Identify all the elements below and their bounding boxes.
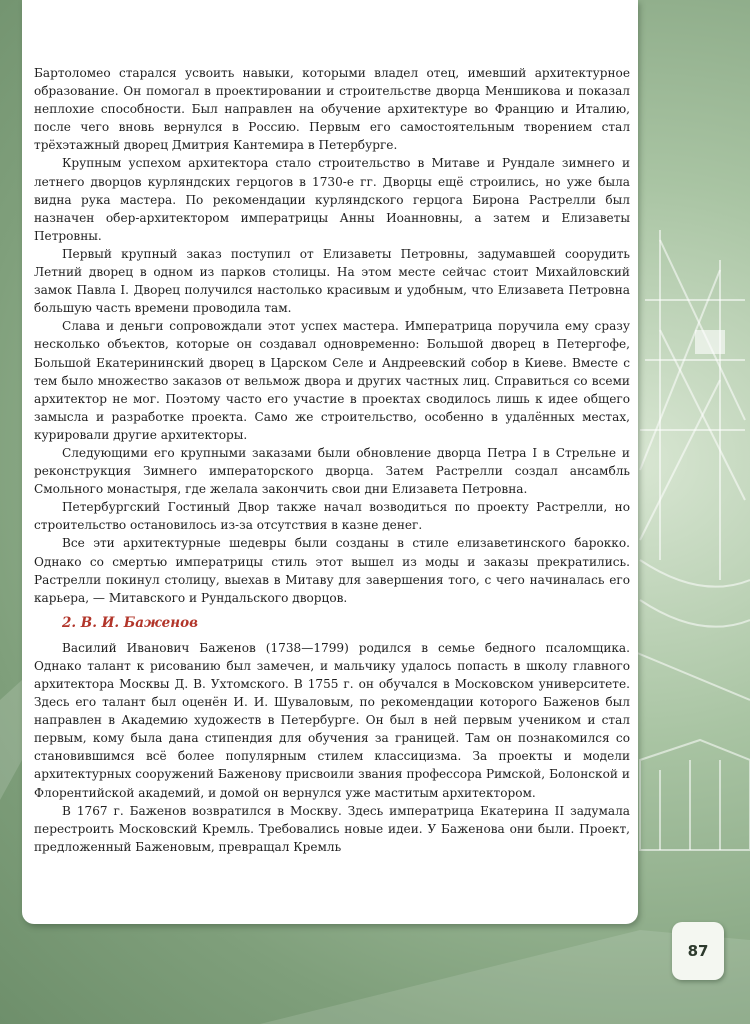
paragraph: Крупным успехом архитектора стало строительство в Митаве и Рундале зимнего и летнего дворцов курляндских герцогов в 1730-е гг. Дворцы ещё строились, но уже была видна рука мастера. По рекомендации курляндского герцога Бирона Растрелли был назначен обер-архитектором императрицы Анны Иоанновны, а затем и Елизаветы Петровны. — [34, 156, 630, 243]
paragraph: Петербургский Гостиный Двор также начал возводиться по проекту Растрелли, но строительство остановилось из-за отсутствия в казне денег. — [34, 500, 630, 533]
body-text — [34, 64, 630, 856]
paragraph: Василий Иванович Баженов (1738—1799) родился в семье бедного псаломщика. Однако талант к рисованию был замечен, и мальчику удалось попасть в школу главного архитектора Москвы Д. В. Ухтомского. В 1755 г. он обучался в Московском университете. Здесь его талант был оценён И. И. Шуваловым, по рекомендации которого Баженов был направлен в Академию художеств в Петербурге. Он был в ней первым учеником и стал первым, кому была дана стипендия для обучения за границей. Там он познакомился со становившимся всё более популярным стилем классицизма. За проекты и модели архитектурных сооружений Баженову присвоили звания профессора Римской, Болонской и Флорентийской академий, и домой он вернулся уже маститым архитектором. — [34, 640, 630, 800]
paragraph: Бартоломео старался усвоить навыки, которыми владел отец, имевший архитектурное образование. Он помогал в проектировании и строительстве дворца Меншикова и показал неплохие способности. Был направлен на обучение архитектуре во Францию и Италию, после чего вновь вернулся в Россию. Первым его самостоятельным творением стал трёхэтажный дворец Дмитрия Кантемира в Петербурге. — [34, 66, 630, 153]
section-heading: 2. В. И. Баженов — [62, 614, 198, 631]
page-number: 87 — [687, 942, 709, 960]
paragraph: Следующими его крупными заказами были обновление дворца Петра I в Стрельне и реконструкция Зимнего императорского дворца. Затем Растрелли создал ансамбль Смольного монастыря, где желала закончить свои дни Елизавета Петровна. — [34, 445, 630, 497]
paragraph: Слава и деньги сопровождали этот успех мастера. Императрица поручила ему сразу несколько объектов, которые он создавал одновременно: Большой дворец в Петергофе, Большой Екатерининский дворец в Царском Селе и Андреевский собор в Киеве. Вместе с тем было множество заказов от вельмож двора и других частных лиц. Справиться со всеми архитектор не мог. Поэтому часто его участие в проектах сводилось лишь к идее общего замысла и разработке проекта. Само же строительство, особенно в удалённых местах, курировали другие архитекторы. — [34, 319, 630, 442]
page-sheet — [22, 0, 638, 924]
paragraph: Все эти архитектурные шедевры были созданы в стиле елизаветинского барокко. Однако со смертью императрицы стиль этот вышел из моды и заказы прекратились. Растрелли покинул столицу, выехав в Митаву для завершения того, с чего начиналась его карьера, — Митавского и Рундальского дворцов. — [34, 536, 630, 605]
page-number-box — [672, 922, 724, 980]
paragraph: В 1767 г. Баженов возвратился в Москву. Здесь императрица Екатерина II задумала перестроить Московский Кремль. Требовались новые идеи. У Баженова они были. Проект, предложенный Баженовым, превращал Кремль — [34, 803, 630, 854]
paragraph: Первый крупный заказ поступил от Елизаветы Петровны, задумавшей соорудить Летний дворец в одном из парков столицы. На этом месте сейчас стоит Михайловский замок Павла I. Дворец получился настолько красивым и удобным, что Елизавета Петровна большую часть времени проводила там. — [34, 246, 630, 316]
